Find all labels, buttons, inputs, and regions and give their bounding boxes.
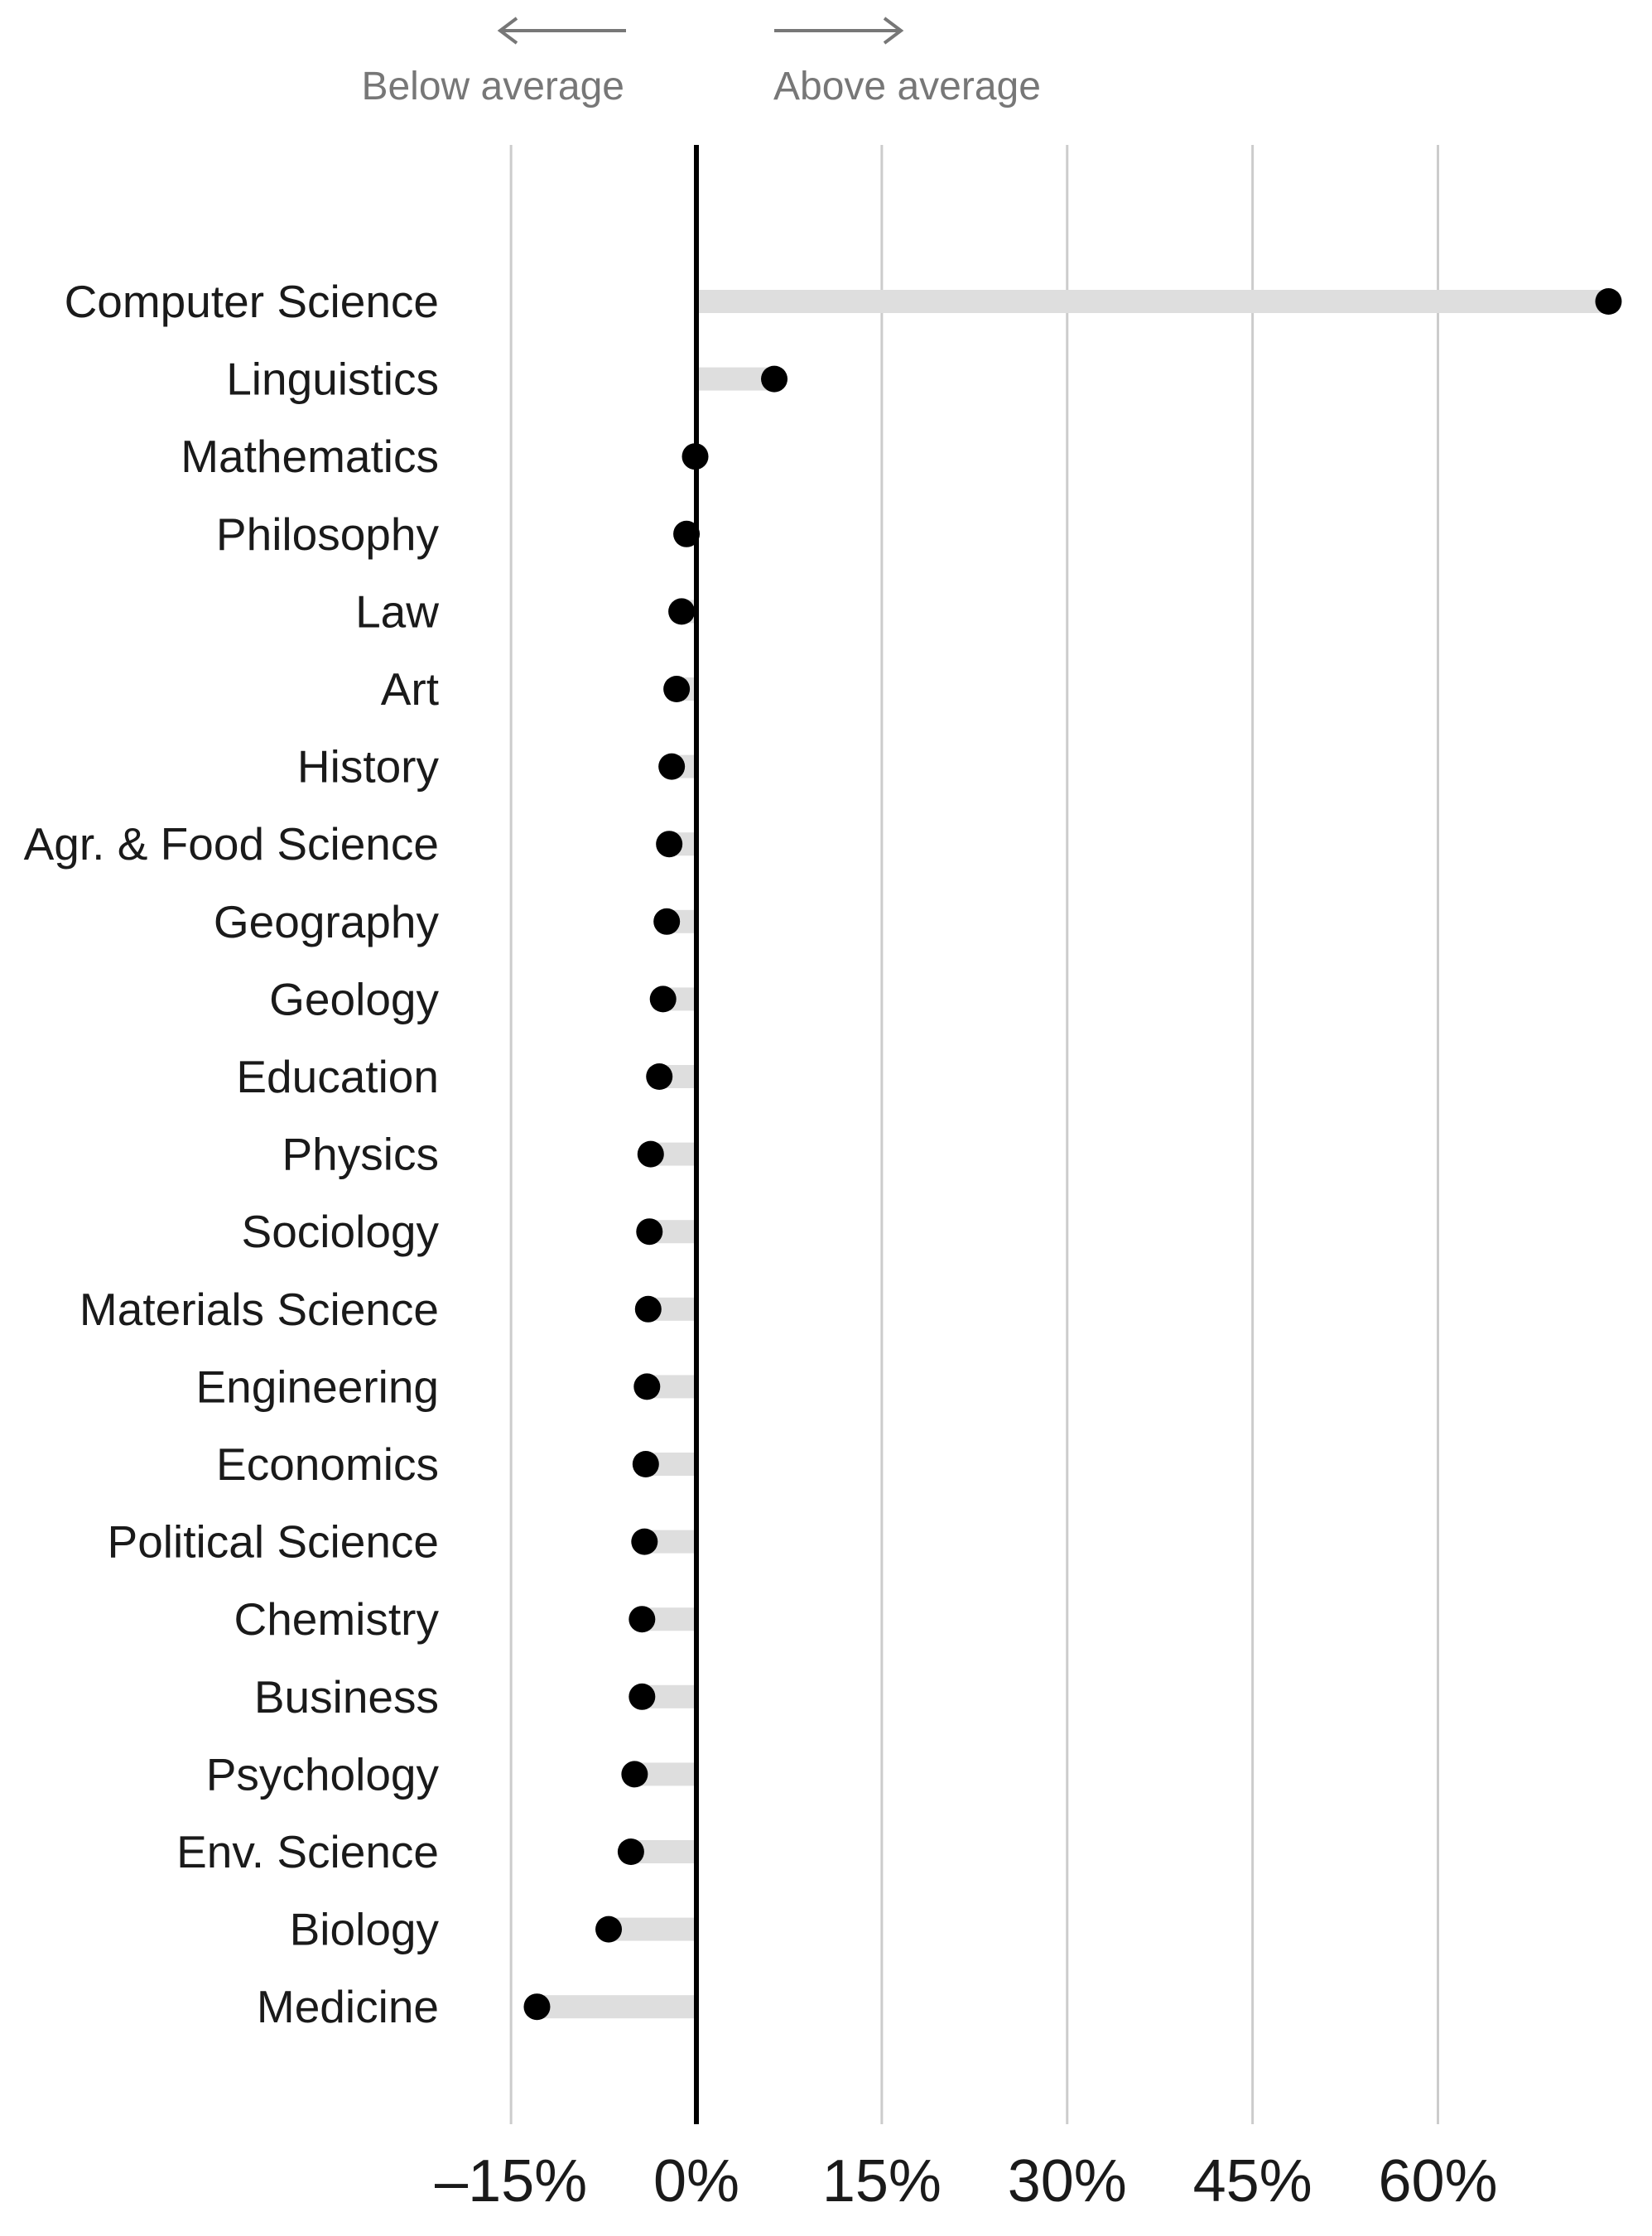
data-point xyxy=(1595,288,1621,315)
data-point xyxy=(595,1916,622,1943)
data-point xyxy=(682,443,709,470)
category-label: History xyxy=(296,740,439,793)
data-point xyxy=(618,1838,644,1865)
bar xyxy=(696,290,1608,313)
x-tick-label: 60% xyxy=(1378,2148,1498,2214)
category-label: Agr. & Food Science xyxy=(23,818,439,870)
category-label: Law xyxy=(355,586,439,638)
category-label: Sociology xyxy=(241,1206,439,1258)
category-label: Physics xyxy=(282,1128,439,1180)
data-point xyxy=(635,1296,662,1323)
x-tick-label: 30% xyxy=(1007,2148,1127,2214)
above-average-annotation xyxy=(773,18,1041,108)
category-label: Art xyxy=(380,663,439,715)
above-average-label: Above average xyxy=(773,65,1041,108)
category-label: Geography xyxy=(213,895,439,947)
category-label: Business xyxy=(253,1670,439,1723)
data-point xyxy=(633,1451,659,1477)
category-label: Geology xyxy=(269,973,439,1025)
category-label: Political Science xyxy=(107,1516,439,1568)
category-label: Mathematics xyxy=(181,431,439,483)
grid-layer xyxy=(511,145,1438,2124)
data-point xyxy=(656,831,682,857)
category-label: Medicine xyxy=(256,1981,439,2033)
data-point xyxy=(621,1761,648,1787)
data-point xyxy=(523,1993,550,2020)
data-point xyxy=(629,1606,655,1632)
below-average-label: Below average xyxy=(361,65,624,108)
category-label: Economics xyxy=(216,1438,439,1490)
below-average-annotation xyxy=(361,18,626,108)
category-label: Env. Science xyxy=(176,1826,439,1877)
bar xyxy=(537,1995,696,2018)
x-tick-label: 45% xyxy=(1192,2148,1312,2214)
data-point xyxy=(673,521,700,547)
x-tick-label: 15% xyxy=(821,2148,942,2214)
x-tick-label: –15% xyxy=(435,2148,588,2214)
category-label: Linguistics xyxy=(226,353,439,405)
data-point xyxy=(653,908,680,935)
data-point xyxy=(650,985,677,1012)
category-label: Computer Science xyxy=(64,276,439,327)
data-point xyxy=(638,1141,664,1168)
category-label: Materials Science xyxy=(79,1283,439,1335)
category-label: Engineering xyxy=(195,1361,439,1413)
category-label: Psychology xyxy=(205,1748,439,1800)
data-point xyxy=(629,1684,655,1710)
data-point xyxy=(658,754,685,780)
data-point xyxy=(761,366,787,393)
category-label: Education xyxy=(236,1051,439,1102)
x-tick-labels xyxy=(435,2148,1498,2214)
data-point xyxy=(633,1373,660,1400)
category-label: Philosophy xyxy=(215,508,439,560)
data-point xyxy=(636,1218,662,1245)
data-point xyxy=(668,598,695,624)
x-tick-label: 0% xyxy=(653,2148,740,2214)
data-point xyxy=(646,1063,672,1090)
category-labels xyxy=(24,276,440,2032)
data-point xyxy=(663,676,690,702)
data-point xyxy=(631,1529,657,1555)
category-label: Biology xyxy=(289,1903,439,1955)
category-label: Chemistry xyxy=(234,1593,439,1646)
